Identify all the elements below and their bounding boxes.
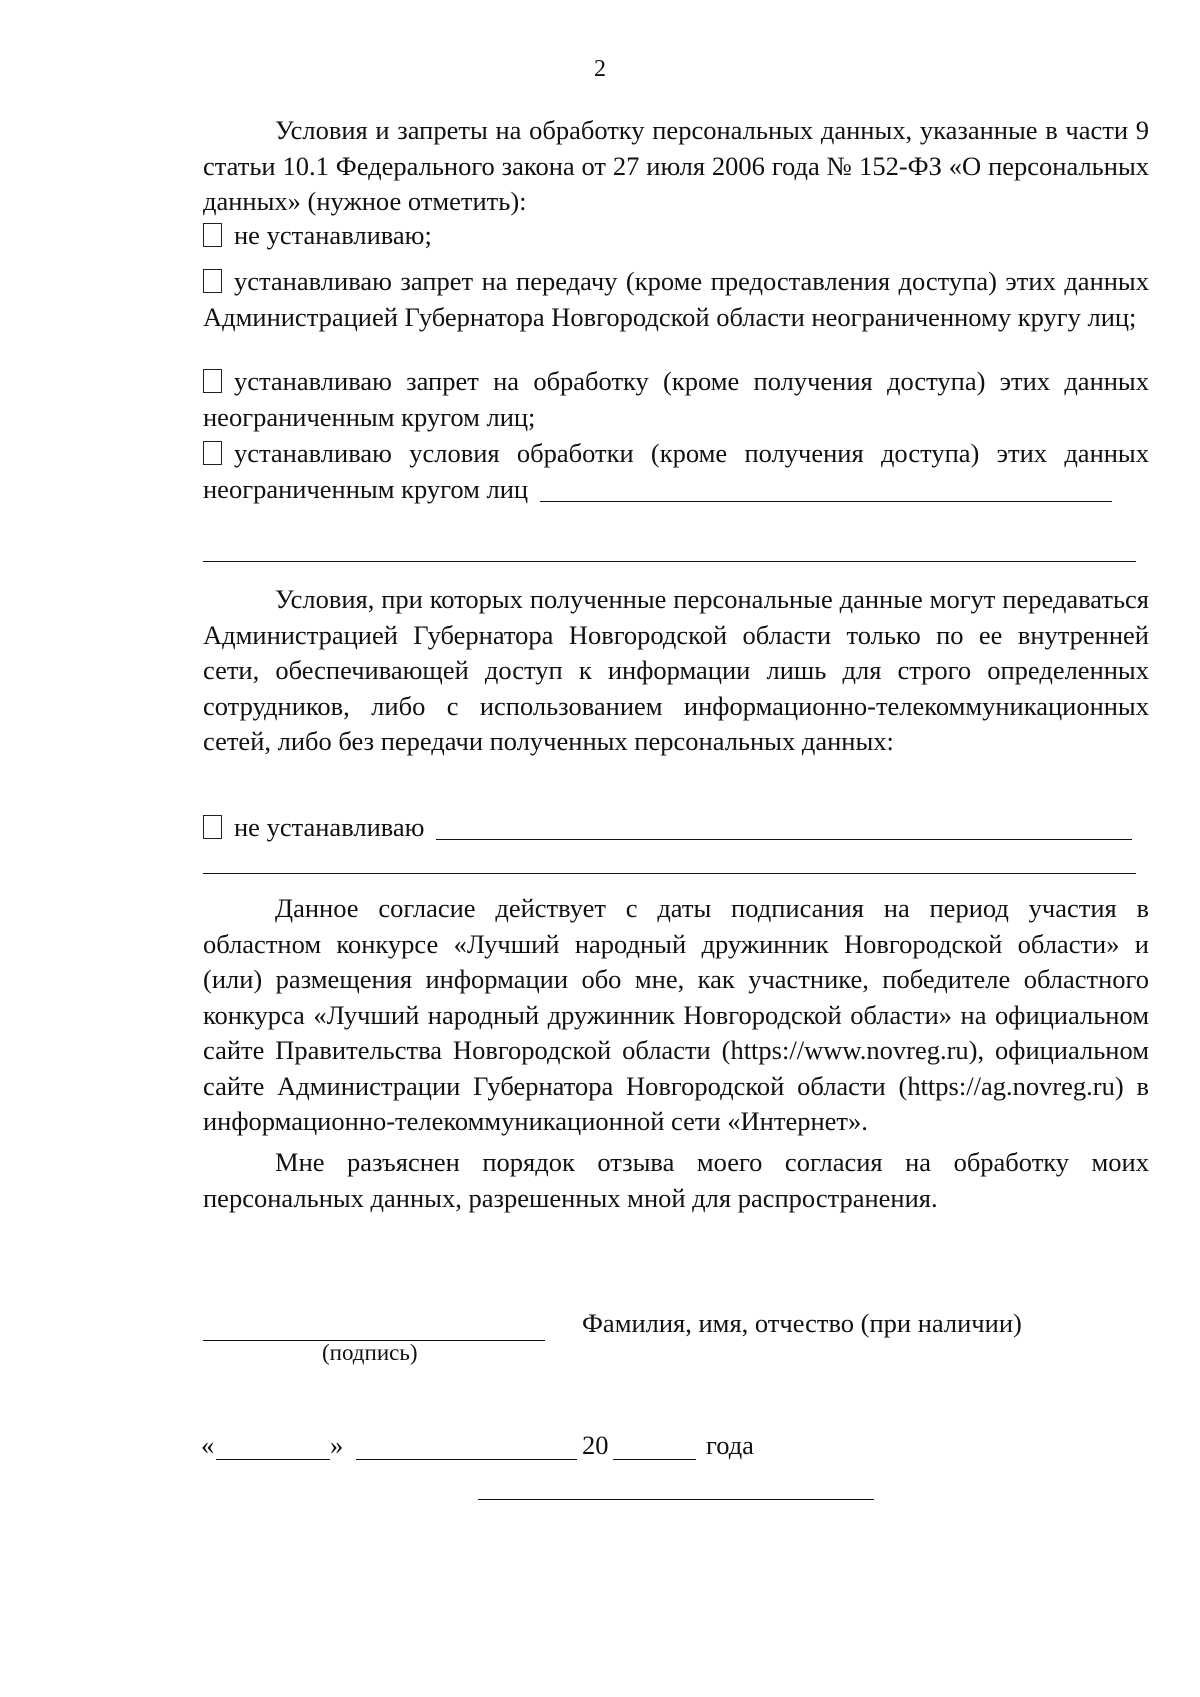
page-number: 2 bbox=[594, 56, 606, 82]
section2-fill-line[interactable] bbox=[436, 813, 1132, 840]
option-1-text: не устанавливаю; bbox=[234, 220, 432, 250]
date-day-line[interactable] bbox=[216, 1459, 330, 1460]
section1-intro: Условия и запреты на обработку персональных данных, указанные в части 9 статьи 10.1 Федерального закона от 27 июля 2006 года № 152-ФЗ «О персональных данных» (нужное отметить): bbox=[203, 115, 1149, 216]
section1-option-4 bbox=[203, 436, 1149, 507]
date-month-line[interactable] bbox=[356, 1459, 577, 1460]
section2-intro: Условия, при которых полученные персональные данные могут передаваться Администрацией Губернатора Новгородской области только по ее внутренней сети, обеспечивающей доступ к информации лишь для строго определенных сотрудников, либо с использованием информационно-телекоммуникационных сетей, либо без передачи полученных персональных данных: bbox=[203, 584, 1149, 756]
date-open-quote: « bbox=[201, 1430, 215, 1460]
bottom-line bbox=[478, 1499, 874, 1500]
checkbox-1[interactable] bbox=[203, 223, 222, 247]
fio-label: Фамилия, имя, отчество (при наличии) bbox=[582, 1308, 1022, 1338]
date-year-line[interactable] bbox=[613, 1459, 696, 1460]
revocation-paragraph: Мне разъяснен порядок отзыва моего согласия на обработку моих персональных данных, разрешенных мной для распространения. bbox=[203, 1147, 1149, 1213]
checkbox-3[interactable] bbox=[203, 369, 222, 393]
date-year-suffix: года bbox=[706, 1430, 754, 1460]
checkbox-4[interactable] bbox=[203, 441, 222, 465]
signature-caption: (подпись) bbox=[322, 1340, 418, 1365]
section2-fill-line-2[interactable] bbox=[203, 873, 1136, 874]
section1-option-2 bbox=[203, 264, 1149, 335]
conditions-fill-line-2[interactable] bbox=[203, 561, 1136, 562]
conditions-fill-line[interactable] bbox=[540, 475, 1112, 502]
option-3-text: устанавливаю запрет на обработку (кроме получения доступа) этих данных неограниченным кругом лиц; bbox=[203, 366, 1149, 432]
date-close-quote: » bbox=[330, 1430, 344, 1460]
section2-option bbox=[203, 810, 1149, 846]
validity-paragraph: Данное согласие действует с даты подписания на период участия в областном конкурсе «Лучший народный дружинник Новгородской области» и (или) размещения информации обо мне, как участнике, победителе областного конкурса «Лучший народный дружинник Новгородской области» на официальном сайте Правительства Новгородской области (https://www.novreg.ru), официальном сайте Администрации Губернатора Новгородской области (https://ag.novreg.ru) в информационно-телекоммуникационной сети «Интернет». bbox=[203, 893, 1149, 1136]
date-year-prefix: 20 bbox=[582, 1430, 609, 1460]
section1-option-1 bbox=[203, 218, 1149, 254]
option-4-text: устанавливаю условия обработки (кроме получения доступа) этих данных неограниченным кругом лиц bbox=[203, 438, 1149, 504]
checkbox-2[interactable] bbox=[203, 269, 222, 293]
option-2-text: устанавливаю запрет на передачу (кроме предоставления доступа) этих данных Администрацией Губернатора Новгородской области неограниченному кругу лиц; bbox=[203, 266, 1149, 332]
section2-option-text: не устанавливаю bbox=[234, 812, 425, 842]
checkbox-5[interactable] bbox=[203, 815, 222, 839]
section1-option-3 bbox=[203, 364, 1149, 435]
